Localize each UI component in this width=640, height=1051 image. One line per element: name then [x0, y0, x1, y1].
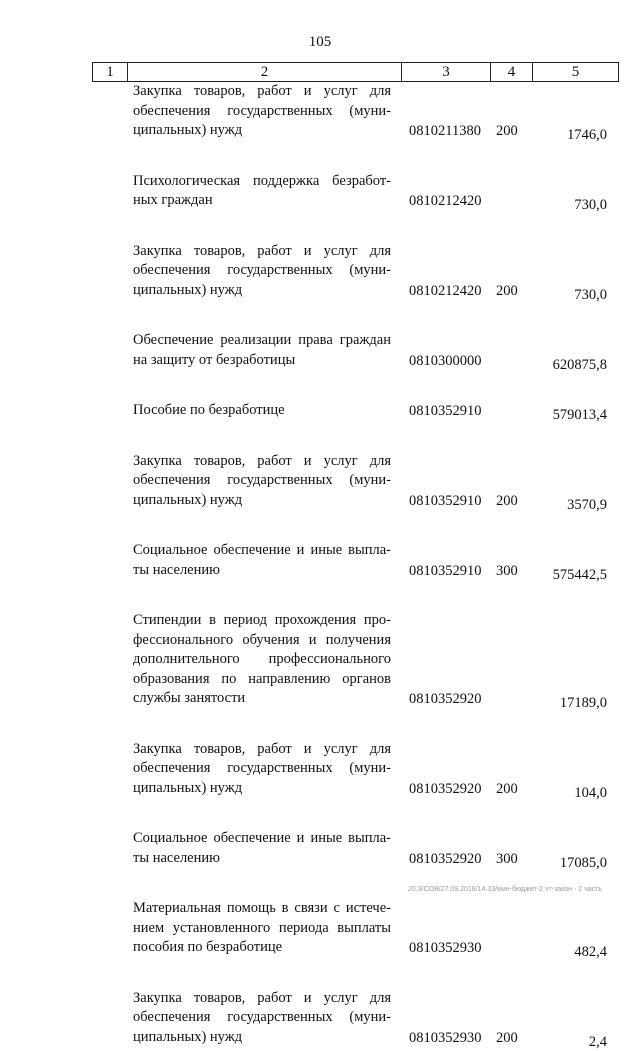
footer-stamp: 20.3/СОВ/27.09.2018/14.33/мин-бюджет-2 чт-закон - 2 часть	[408, 886, 602, 893]
row-description	[133, 740, 391, 799]
description-line: образования по направлению органов	[133, 670, 391, 687]
row-code: 0810352930	[409, 1029, 482, 1046]
row-expense-type: 200	[496, 1029, 518, 1046]
row-code: 0810352930	[409, 940, 482, 956]
row-expense-type: 300	[496, 562, 518, 579]
description-line: обеспечения государственных (муни-	[133, 1009, 391, 1025]
description-line: Социальное обеспечение и иные выпла-	[133, 830, 391, 846]
description-line: обеспечения государственных (муни-	[133, 102, 391, 119]
description-line: Стипендии в период прохождения про-	[133, 612, 391, 628]
description-line: ты населению	[133, 561, 220, 578]
row-amount: 620875,8	[552, 356, 607, 373]
row-description	[133, 452, 391, 511]
description-line: Пособие по безработице	[133, 402, 285, 418]
row-amount: 579013,4	[552, 407, 607, 423]
description-line: Закупка товаров, работ и услуг для	[133, 83, 391, 99]
row-code: 0810352920	[409, 780, 482, 797]
row-amount: 730,0	[574, 286, 607, 303]
row-amount: 575442,5	[552, 566, 607, 583]
row-code: 0810300000	[409, 352, 482, 369]
row-description	[133, 82, 391, 141]
description-line: ципальных) нужд	[133, 491, 243, 508]
description-line: обеспечения государственных (муни-	[133, 262, 391, 278]
description-line: ты населению	[133, 849, 220, 866]
description-line: службы занятости	[133, 690, 246, 706]
row-amount: 730,0	[574, 197, 607, 213]
row-amount: 2,4	[588, 1033, 607, 1050]
description-line: Закупка товаров, работ и услуг для	[133, 989, 391, 1006]
description-line: ципальных) нужд	[133, 1028, 243, 1045]
description-line: фессионального обучения и получения	[133, 631, 391, 648]
description-line: обеспечения государственных (муни-	[133, 760, 391, 776]
row-description	[133, 401, 391, 421]
column-header-5: 5	[533, 63, 619, 82]
row-code: 0810352920	[409, 691, 482, 707]
page-number: 105	[308, 34, 332, 50]
description-line: нием установленного периода выплаты	[133, 919, 391, 936]
row-amount: 3570,9	[567, 496, 607, 513]
column-header-3: 3	[402, 63, 491, 82]
description-line: обеспечения государственных (муни-	[133, 472, 391, 488]
row-description	[133, 611, 391, 709]
description-line: ципальных) нужд	[133, 122, 243, 138]
row-amount: 17085,0	[559, 854, 607, 871]
row-description	[133, 541, 391, 580]
row-description	[133, 899, 391, 958]
description-line: Материальная помощь в связи с истече-	[133, 900, 391, 916]
row-description	[133, 331, 391, 370]
description-line: ных граждан	[133, 192, 213, 208]
description-line: на защиту от безработицы	[133, 351, 296, 368]
row-code: 0810352910	[409, 403, 482, 419]
row-code: 0810352920	[409, 850, 482, 867]
description-line: ципальных) нужд	[133, 281, 243, 298]
row-description	[133, 829, 391, 868]
row-expense-type: 200	[496, 282, 518, 299]
description-line: Психологическая поддержка безработ-	[133, 172, 391, 189]
description-line: ципальных) нужд	[133, 779, 243, 796]
row-code: 0810211380	[409, 123, 481, 139]
description-line: Закупка товаров, работ и услуг для	[133, 740, 391, 757]
row-expense-type: 200	[496, 492, 518, 509]
row-amount: 1746,0	[567, 127, 607, 143]
description-line: пособия по безработице	[133, 939, 283, 955]
row-description	[133, 242, 391, 301]
row-amount: 17189,0	[559, 695, 607, 711]
row-description	[133, 172, 391, 211]
row-expense-type: 300	[496, 850, 518, 867]
row-amount: 104,0	[574, 784, 607, 801]
row-description	[133, 989, 391, 1048]
description-line: Закупка товаров, работ и услуг для	[133, 242, 391, 259]
column-header-table	[92, 62, 619, 82]
description-line: Обеспечение реализации права граждан	[133, 332, 391, 348]
row-code: 0810352910	[409, 562, 482, 579]
row-expense-type: 200	[496, 780, 518, 797]
row-expense-type: 200	[496, 123, 518, 139]
row-amount: 482,4	[574, 944, 607, 960]
row-code: 0810352910	[409, 492, 482, 509]
column-header-2: 2	[128, 63, 402, 82]
row-code: 0810212420	[409, 282, 482, 299]
description-line: дополнительного профессионального	[133, 651, 391, 667]
description-line: Закупка товаров, работ и услуг для	[133, 452, 391, 469]
description-line: Социальное обеспечение и иные выпла-	[133, 542, 391, 558]
column-header-1: 1	[93, 63, 128, 82]
column-header-4: 4	[491, 63, 533, 82]
row-code: 0810212420	[409, 193, 482, 209]
